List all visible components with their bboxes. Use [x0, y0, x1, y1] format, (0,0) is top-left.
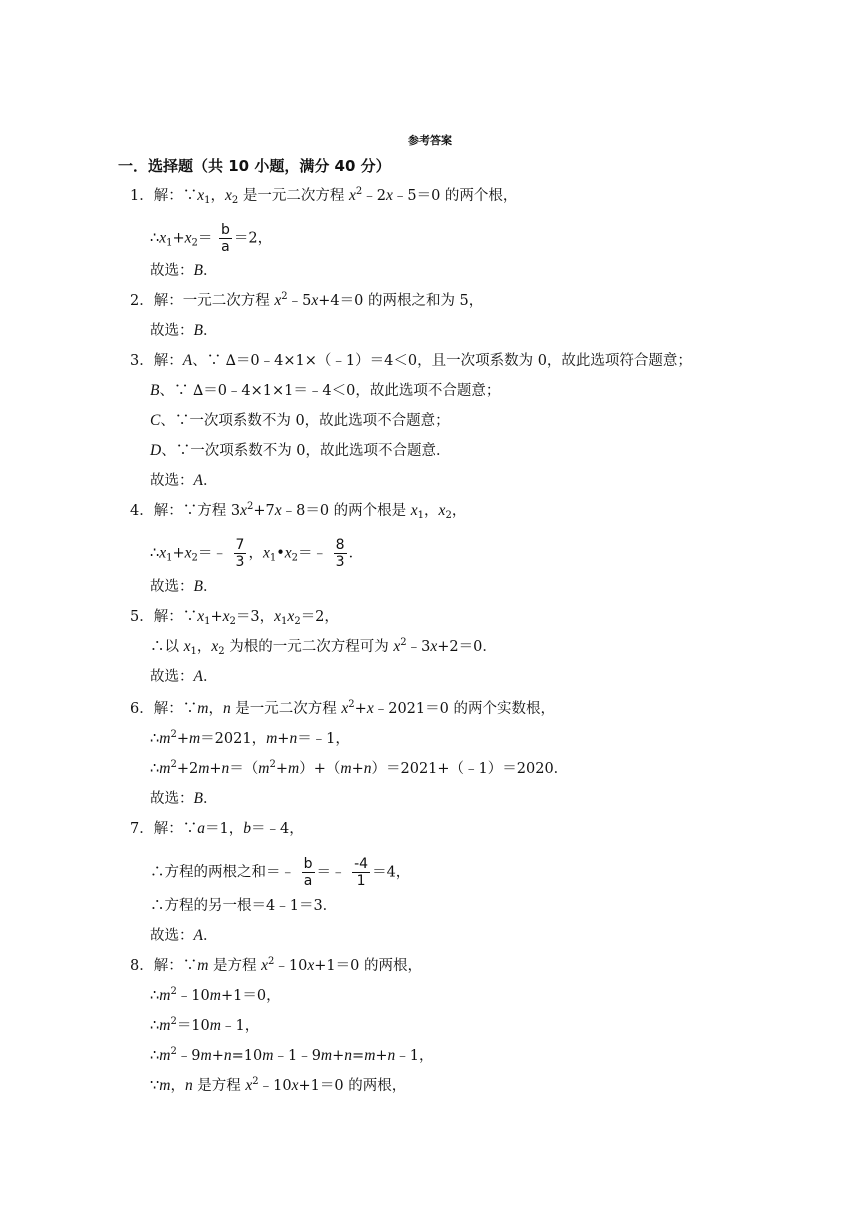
q3-line-1: 3．解：A、∵ ∆＝0﹣4×1×（﹣1）＝4＜0，且一次项系数为 0，故此选项符合题意；: [130, 352, 692, 369]
q2-answer: 故选：B．: [150, 322, 218, 339]
fraction: $\frac{b}{a}$: [303, 856, 313, 889]
q7-answer: 故选：A．: [150, 927, 218, 944]
q3-line-2: B、∵ ∆＝0﹣4×1×1＝﹣4＜0，故此选项不合题意；: [150, 382, 501, 399]
q8-line-2: $\therefore m^2﹣10m+1=0$，: [150, 986, 281, 1004]
fraction: $\frac{b}{a}$: [221, 222, 230, 255]
q7-line-3: ∴方程的另一根＝4﹣1＝3．: [150, 898, 338, 914]
q7-line-2: ∴方程的两根之和＝﹣ $\frac{b}{a}$ ＝﹣ $\frac{-4}{1}$ ＝4，: [150, 856, 411, 889]
q1-line-2: $\therefore x_1+x_2=$ $\frac{b}{a}$ ＝2，: [150, 222, 273, 255]
q7-line-1: 7．解：∵a＝1，b＝﹣4，: [130, 820, 304, 837]
fraction: $\frac{-4}{1}$: [354, 856, 369, 889]
q4-line-2: $\therefore x_1+x_2=﹣$ $\frac{7}{3}$ ，$x_1•x_2=﹣$ $\frac{8}{3}$ ．: [150, 537, 364, 570]
fraction: $\frac{8}{3}$: [335, 537, 345, 570]
q8-line-4: $\therefore m^2﹣9m+n=10m﹣1﹣9m+n=m+n﹣1$，: [150, 1046, 434, 1064]
q6-answer: 故选：B．: [150, 790, 218, 807]
q3-line-3: C、∵一次项系数不为 0，故此选项不合题意；: [150, 412, 450, 429]
q6-line-2: $\therefore m^2+m=2021$，m+n＝﹣1，: [150, 729, 350, 747]
q1-answer: 故选：B．: [150, 262, 218, 279]
q8-line-5: ∵m，n 是方程 $x^2﹣10x+1=0$ 的两根，: [150, 1076, 407, 1094]
q1-line-1: 1．解：$\because x_1$，$x_2$ 是一元二次方程 $x^2﹣2x﹣5=0$ 的两个根，: [130, 186, 518, 206]
section-heading: 一．选择题（共 10 小题，满分 40 分）: [118, 157, 391, 175]
q4-line-1: 4．解：∵方程 $3x^2+7x﹣8=0$ 的两个根是 $x_1$，$x_2$，: [130, 501, 467, 521]
q5-line-1: 5．解：$\because x_1+x_2=3$，$x_1x_2=2$，: [130, 608, 339, 627]
q3-line-4: D、∵一次项系数不为 0，故此选项不合题意．: [150, 442, 451, 459]
q6-line-3: $\therefore m^2+2m+n=(m^2+m)+(m+n)=2021+(﹣1)=2020$．: [150, 759, 569, 777]
q2-line-1: 2．解：一元二次方程 $x^2﹣5x+4=0$ 的两根之和为 5，: [130, 291, 484, 309]
q5-line-2: ∴以 $x_1$，$x_2$ 为根的一元二次方程可为 $x^2﹣3x+2=0$．: [150, 637, 497, 657]
q3-answer: 故选：A．: [150, 472, 218, 489]
q5-answer: 故选：A．: [150, 668, 218, 685]
q4-answer: 故选：B．: [150, 578, 218, 595]
fraction: $\frac{7}{3}$: [235, 537, 245, 570]
q8-line-3: $\therefore m^2=10m﹣1$，: [150, 1016, 260, 1034]
q6-line-1: 6．解：∵m，n 是一元二次方程 $x^2+x﹣2021=0$ 的两个实数根，: [130, 699, 555, 717]
q8-line-1: 8．解：∵m 是方程 $x^2﹣10x+1=0$ 的两根，: [130, 956, 422, 974]
page-title: 参考答案: [408, 134, 452, 147]
